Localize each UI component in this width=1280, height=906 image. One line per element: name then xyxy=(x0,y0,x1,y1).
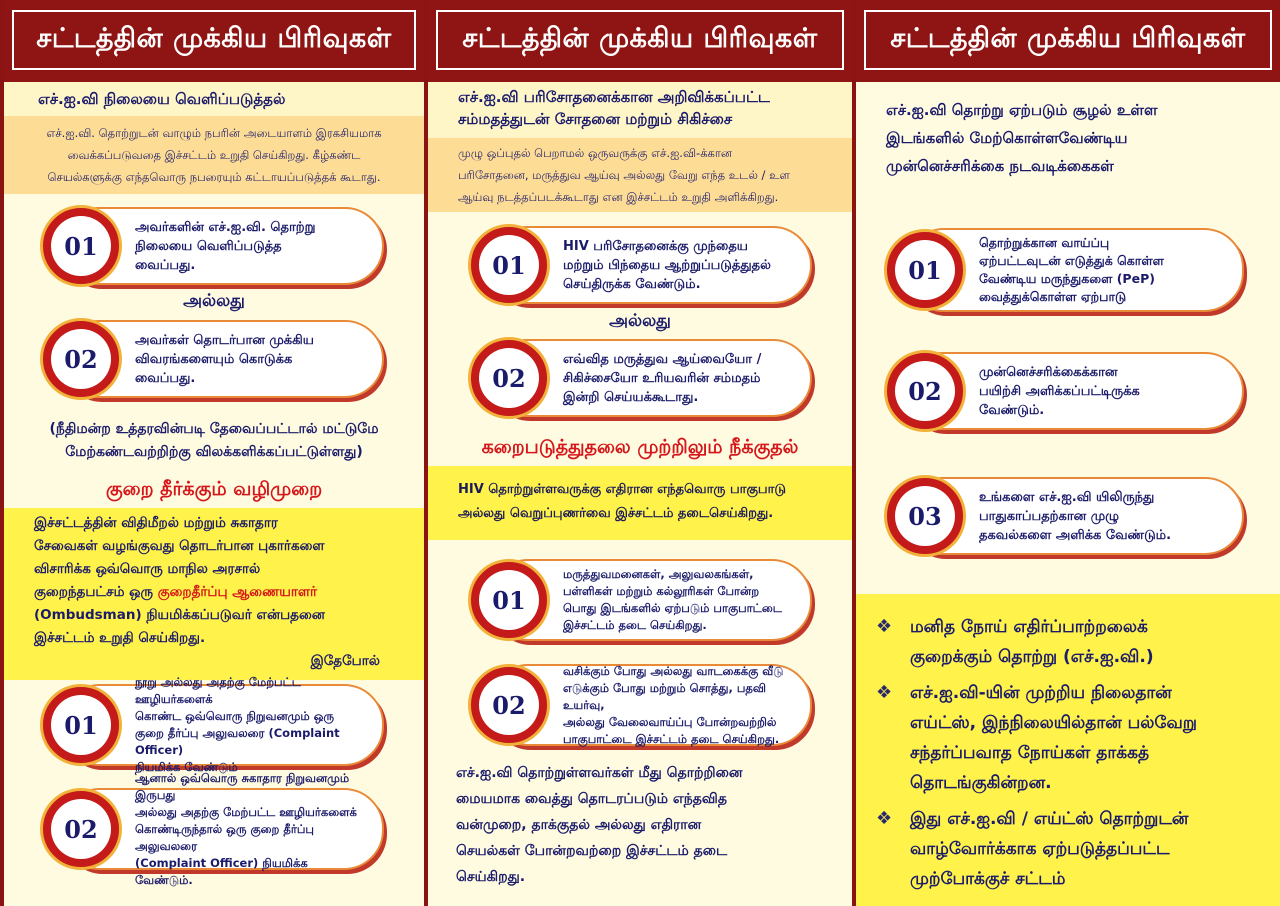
redress-line: இச்சட்டம் உறுதி செய்கிறது. xyxy=(34,630,206,646)
desc-line: செயல்களுக்கு எந்தவொரு நபரையும் கட்டாயப்படுத்தக் கூடாது. xyxy=(47,170,381,184)
header-frame xyxy=(864,10,1272,70)
list-item xyxy=(468,337,812,419)
list-item xyxy=(40,675,384,774)
item-line: அல்லது வேலைவாய்ப்பு போன்றவற்றில் xyxy=(563,714,777,729)
redress-text: குறைந்தபட்சம் ஒரு xyxy=(34,584,158,600)
item-line: உங்களை எச்.ஐ.வி யிலிருந்து xyxy=(979,489,1155,505)
section-title-line: முன்னெச்சரிக்கை நடவடிக்கைகள் xyxy=(886,157,1114,175)
number-badge xyxy=(468,224,550,306)
stigma-title: கறைபடுத்துதலை முற்றிலும் நீக்குதல் xyxy=(481,436,799,458)
number-badge xyxy=(468,559,550,641)
item-line: மற்றும் பிந்தைய ஆற்றுப்படுத்துதல் xyxy=(563,257,771,273)
diamond-bullet-icon: ❖ xyxy=(876,682,893,703)
item-line: முன்னெச்சரிக்கைக்கான xyxy=(979,364,1118,380)
item-line: நூறு அல்லது அதற்கு மேற்பட்ட ஊழியர்களைக் xyxy=(135,675,301,706)
item-line: பள்ளிகள் மற்றும் கல்லூரிகள் போன்ற xyxy=(563,584,760,598)
item-line: வேண்டும். xyxy=(979,402,1045,418)
header-frame xyxy=(12,10,416,70)
bullet-line: குறைக்கும் தொற்று (எச்.ஐ.வி.) xyxy=(910,647,1154,667)
title-band xyxy=(4,82,424,116)
item-line: வேண்டிய மருந்துகளை (PeP) xyxy=(979,271,1155,286)
note-line: மேற்கண்டவற்றிற்கு விலக்களிக்கப்பட்டுள்ளது) xyxy=(65,444,363,460)
number-badge xyxy=(468,337,550,419)
item-line: விவரங்களையும் கொடுக்க xyxy=(135,351,293,367)
redress-line: இச்சட்டத்தின் விதிமீறல் மற்றும் சுகாதார xyxy=(34,515,278,531)
desc-line: பரிசோதனை, மருத்துவ ஆய்வு அல்லது வேறு எந்த உடல் / உள xyxy=(458,168,790,182)
court-note xyxy=(4,418,424,464)
number-badge xyxy=(884,229,966,311)
number-text: 02 xyxy=(51,799,111,859)
list-item xyxy=(40,205,384,287)
bullet-line: எய்ட்ஸ், இந்நிலையில்தான் பல்வேறு xyxy=(910,713,1197,733)
item-line: மருத்துவமனைகள், அலுவலகங்கள், xyxy=(563,567,754,581)
item-line: வைத்துக்கொள்ள ஏற்பாடு xyxy=(979,289,1127,304)
item-line: தகவல்களை அளிக்க வேண்டும். xyxy=(979,527,1172,543)
ombudsman-highlight: குறைதீர்ப்பு ஆணையாளர் xyxy=(157,584,318,600)
list-item xyxy=(40,770,384,887)
section-title xyxy=(886,96,1260,180)
desc-line: வைக்கப்படுவதை இச்சட்டம் உறுதி செய்கிறது. கீழ்கண்ட xyxy=(67,148,361,162)
closing-line: எச்.ஐ.வி தொற்றுள்ளவர்கள் மீது தொற்றினை xyxy=(456,765,743,781)
item-line: வசிக்கும் போது அல்லது வாடகைக்கு வீடு xyxy=(563,663,784,678)
item-line: இச்சட்டம் தடை செய்கிறது. xyxy=(563,618,707,632)
list-item xyxy=(876,678,1266,798)
number-text: 02 xyxy=(895,361,955,421)
redress-band xyxy=(4,508,424,680)
item-line: நியமிக்க வேண்டும் xyxy=(135,760,238,774)
number-badge xyxy=(884,475,966,557)
redress-paragraph xyxy=(34,512,396,673)
stigma-line: அல்லது வெறுப்புணர்வை இச்சட்டம் தடைசெய்கிறது. xyxy=(458,506,774,521)
number-text: 01 xyxy=(479,235,539,295)
item-line: ஏற்பட்டவுடன் எடுத்துக் கொள்ள xyxy=(979,253,1164,268)
number-badge xyxy=(40,318,122,400)
stigma-line: HIV தொற்றுள்ளவருக்கு எதிரான எந்தவொரு பாகுபாடு xyxy=(458,482,786,497)
number-badge xyxy=(468,664,550,746)
list-item xyxy=(876,804,1266,894)
desc-line: ஆய்வு நடத்தப்படக்கூடாது என இச்சட்டம் உறுதி அளிக்கிறது. xyxy=(458,190,779,204)
redress-line xyxy=(34,581,396,604)
list-item xyxy=(468,557,812,643)
item-line: பாதுகாப்பதற்கான முழு xyxy=(979,508,1120,524)
number-badge xyxy=(884,350,966,432)
desc-line: முழு ஒப்புதல் பெறாமல் ஒருவருக்கு எச்.ஐ.வி-க்கான xyxy=(458,146,733,160)
section-title-line: சம்மதத்துடன் சோதனை மற்றும் சிகிச்சை xyxy=(458,110,733,128)
item-line: அவர்கள் தொடர்பான முக்கிய xyxy=(135,332,314,348)
number-text: 01 xyxy=(51,216,111,276)
bullet-line: சந்தர்ப்பவாத நோய்கள் தாக்கத் xyxy=(910,743,1150,763)
list-item xyxy=(884,350,1244,432)
closing-line: வன்முறை, தாக்குதல் அல்லது எதிரான xyxy=(456,817,702,833)
number-badge xyxy=(40,205,122,287)
header-frame xyxy=(436,10,844,70)
header-title: சட்டத்தின் முக்கிய பிரிவுகள் xyxy=(462,22,818,54)
header-title: சட்டத்தின் முக்கிய பிரிவுகள் xyxy=(890,22,1246,54)
bullet-line: மனித நோய் எதிர்ப்பாற்றலைக் xyxy=(910,617,1148,637)
bullet-line: எச்.ஐ.வி-யின் முற்றிய நிலைதான் xyxy=(910,683,1172,703)
desc-line: எச்.ஐ.வி. தொற்றுடன் வாழும் நபரின் அடையாளம் இரகசியமாக xyxy=(46,126,382,140)
header-title: சட்டத்தின் முக்கிய பிரிவுகள் xyxy=(36,22,392,54)
item-line: பயிற்சி அளிக்கப்பட்டிருக்க xyxy=(979,383,1140,399)
number-text: 03 xyxy=(895,486,955,546)
item-line: தொற்றுக்கான வாய்ப்பு xyxy=(979,235,1110,250)
summary-bullets xyxy=(876,612,1266,900)
item-line: பாகுபாட்டை இச்சட்டம் தடை செய்கிறது. xyxy=(563,731,780,746)
stigma-band xyxy=(428,466,852,540)
bullet-line: தொடங்குகின்றன. xyxy=(910,773,1052,793)
description-band xyxy=(4,116,424,194)
redress-line: சேவைகள் வழங்குவது தொடர்பான புகார்களை xyxy=(34,538,325,554)
item-line: பொது இடங்களில் ஏற்படும் பாகுபாட்டை xyxy=(563,601,782,615)
number-text: 01 xyxy=(479,570,539,630)
section-title-line: எச்.ஐ.வி தொற்று ஏற்படும் சூழல் உள்ள xyxy=(886,101,1158,119)
item-line: எடுக்கும் போது மற்றும் சொத்து, பதவி உயர்வு, xyxy=(563,680,766,712)
note-line: (நீதிமன்ற உத்தரவின்படி தேவைப்பட்டால் மட்டுமே xyxy=(49,421,379,437)
column-header xyxy=(856,0,1280,82)
description-band xyxy=(428,138,852,212)
item-line: அல்லது அதற்கு மேற்பட்ட ஊழியர்களைக் xyxy=(135,804,357,819)
item-line: (Complaint Officer) நியமிக்க வேண்டும். xyxy=(135,855,308,887)
column-header xyxy=(4,0,424,82)
section-title: எச்.ஐ.வி நிலையை வெளிப்படுத்தல் xyxy=(38,90,286,108)
item-line: HIV பரிசோதனைக்கு முந்தைய xyxy=(563,238,748,254)
likewise-label: இதேபோல் xyxy=(310,653,380,669)
or-label: அல்லது xyxy=(183,291,245,311)
section-title-line: எச்.ஐ.வி பரிசோதனைக்கான அறிவிக்கப்பட்ட xyxy=(458,88,770,106)
bullet-line: வாழ்வோர்க்காக ஏற்படுத்தப்பட்ட xyxy=(910,839,1170,859)
number-text: 02 xyxy=(51,329,111,389)
bullet-line: இது எச்.ஐ.வி / எய்ட்ஸ் தொற்றுடன் xyxy=(910,809,1189,829)
number-text: 02 xyxy=(479,348,539,408)
closing-paragraph xyxy=(456,760,828,890)
item-line: கொண்டிருந்தால் ஒரு குறை தீர்ப்பு அலுவலரை xyxy=(135,821,314,853)
list-item xyxy=(884,475,1244,557)
list-item xyxy=(40,318,384,400)
item-line: அவர்களின் எச்.ஐ.வி. தொற்று xyxy=(135,219,316,235)
list-item xyxy=(884,226,1244,314)
closing-line: மையமாக வைத்து தொடரப்படும் எந்தவித xyxy=(456,791,727,807)
item-line: இன்றி செய்யக்கூடாது. xyxy=(563,389,699,405)
redress-line: (Ombudsman) நியமிக்கப்படுவர் என்பதனை xyxy=(34,607,325,623)
item-line: குறை தீர்ப்பு அலுவலரை (Complaint Officer) xyxy=(135,726,340,757)
number-text: 01 xyxy=(895,240,955,300)
item-line: எவ்வித மருத்துவ ஆய்வையோ / xyxy=(563,351,762,367)
column-consent xyxy=(428,0,852,906)
bullet-line: முற்போக்குச் சட்டம் xyxy=(910,869,1066,889)
item-line: சிகிச்சையோ உரியவரின் சம்மதம் xyxy=(563,370,761,386)
number-text: 02 xyxy=(479,675,539,735)
title-band xyxy=(428,82,852,138)
redress-line: விசாரிக்க ஒவ்வொரு மாநில அரசால் xyxy=(34,561,261,577)
list-item xyxy=(876,612,1266,672)
list-item xyxy=(468,662,812,748)
column-header xyxy=(428,0,852,82)
number-text: 01 xyxy=(51,695,111,755)
diamond-bullet-icon: ❖ xyxy=(876,616,893,637)
list-item xyxy=(468,224,812,306)
item-line: ஆனால் ஒவ்வொரு சுகாதார நிறுவனமும் இருபது xyxy=(135,770,350,802)
diamond-bullet-icon: ❖ xyxy=(876,808,893,829)
or-label: அல்லது xyxy=(609,311,671,331)
item-line: வைப்பது. xyxy=(135,370,196,386)
item-line: கொண்ட ஒவ்வொரு நிறுவனமும் ஒரு xyxy=(135,709,334,723)
item-line: நிலையை வெளிப்படுத்த xyxy=(135,238,282,254)
item-line: செய்திருக்க வேண்டும். xyxy=(563,276,701,292)
redress-title: குறை தீர்க்கும் வழிமுறை xyxy=(105,478,323,500)
closing-line: செய்கிறது. xyxy=(456,869,526,885)
closing-line: செயல்கள் போன்றவற்றை இச்சட்டம் தடை xyxy=(456,843,728,859)
column-disclosure xyxy=(4,0,424,906)
number-badge xyxy=(40,788,122,870)
column-precautions xyxy=(856,0,1280,906)
item-line: வைப்பது. xyxy=(135,257,196,273)
number-badge xyxy=(40,684,122,766)
section-title-line: இடங்களில் மேற்கொள்ளவேண்டிய xyxy=(886,129,1128,147)
